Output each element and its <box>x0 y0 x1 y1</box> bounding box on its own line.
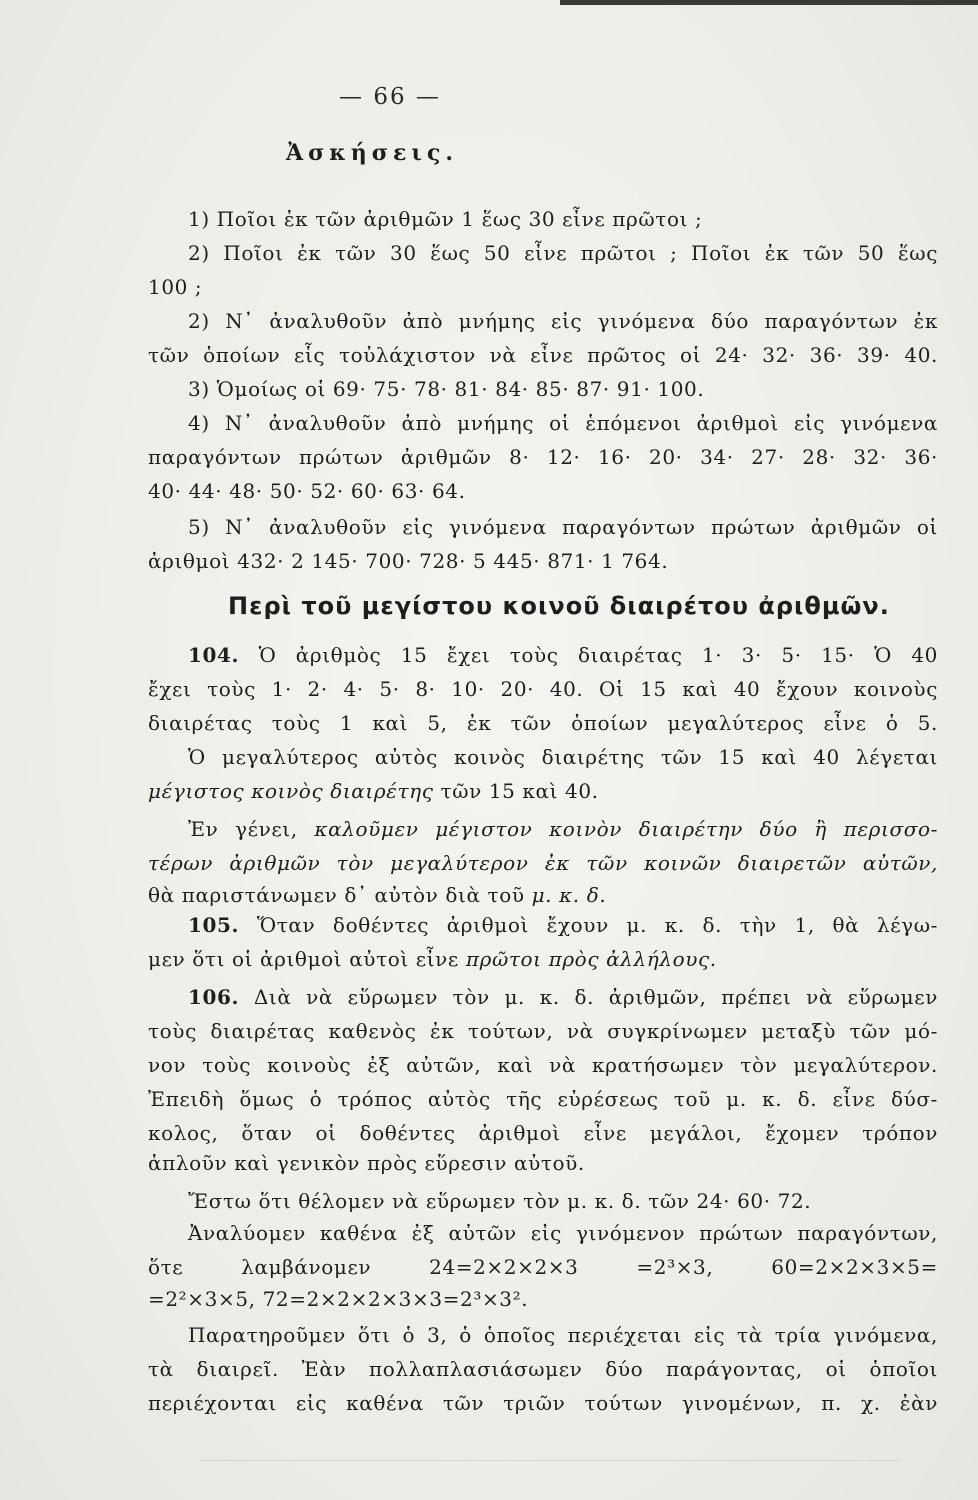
paragraph-106-line: Ἐπειδὴ ὅμως ὁ τρόπος αὐτὸς τῆς εὑρέσεως τοῦ μ. κ. δ. εἶνε δύσ- <box>148 1087 938 1111</box>
exercise-line: 3) Ὁμοίως οἱ 69· 75· 78· 81· 84· 85· 87· 91· 100. <box>188 377 705 401</box>
paragraph-106-line: ἁπλοῦν καὶ γενικὸν πρὸς εὕρεσιν αὐτοῦ. <box>148 1151 585 1175</box>
paragraph-105-line <box>148 942 938 976</box>
text-span: Ὅταν δοθέντες ἀριθμοὶ ἔχουν μ. κ. δ. τὴν 1, θὰ λέγω- <box>256 913 938 937</box>
text-span: θὰ παριστάνωμεν δ᾿ αὐτὸν διὰ τοῦ <box>148 883 532 907</box>
page-edge-shadow <box>560 0 978 5</box>
example-line: περιέχονται εἰς καθένα τῶν τριῶν τούτων γινομένων, π. χ. ἐὰν <box>148 1391 938 1415</box>
paragraph-106-line: τοὺς διαιρέτας καθενὸς ἐκ τούτων, νὰ συγκρίνωμεν μεταξὺ τῶν μό- <box>148 1019 938 1043</box>
exercises-heading: Ἀσκήσεις. <box>286 140 459 166</box>
text-span: Ὁ ἀριθμὸς 15 ἔχει τοὺς διαιρέτας 1· 3· 5· 15· Ὁ 40 <box>258 643 938 667</box>
paragraph-number: 104. <box>188 643 240 667</box>
exercise-line: ἀριθμοὶ 432· 2 145· 700· 728· 5 445· 871· 1 764. <box>148 549 669 573</box>
text-span: μεν ὅτι οἱ ἀριθμοὶ αὐτοὶ εἶνε <box>148 947 466 971</box>
exercise-line: 1) Ποῖοι ἐκ τῶν ἀριθμῶν 1 ἕως 30 εἶνε πρῶτοι ; <box>188 207 703 231</box>
section-title: Περὶ τοῦ μεγίστου κοινοῦ διαιρέτου ἀριθμῶν. <box>228 592 890 620</box>
exercise-line: 100 ; <box>148 275 203 299</box>
example-line: Παρατηροῦμεν ὅτι ὁ 3, ὁ ὁποῖος περιέχεται εἰς τὰ τρία γινόμενα, <box>188 1323 938 1347</box>
text-span: τῶν 15 καὶ 40. <box>433 779 599 803</box>
paragraph-number: 105. <box>188 913 240 937</box>
italic-term: πρῶτοι πρὸς ἀλλήλους. <box>465 947 717 971</box>
page-number: — 66 — <box>339 84 441 110</box>
text-span: Ἐν γένει, <box>188 817 315 841</box>
example-line: Ἔστω ὅτι θέλομεν νὰ εὕρωμεν τὸν μ. κ. δ. τῶν 24· 60· 72. <box>188 1189 812 1213</box>
paragraph-number: 106. <box>188 985 240 1009</box>
paragraph-104-line <box>188 638 938 672</box>
exercise-line: τῶν ὁποίων εἷς τοὐλάχιστον νὰ εἶνε πρῶτος οἱ 24· 32· 36· 39· 40. <box>148 343 938 367</box>
paragraph-106-line: κολος, ὅταν οἱ δοθέντες ἀριθμοὶ εἶνε μεγάλοι, ἔχομεν τρόπον <box>148 1121 938 1145</box>
exercise-line: 2) Ποῖοι ἐκ τῶν 30 ἕως 50 εἶνε πρῶτοι ; Ποῖοι ἐκ τῶν 50 ἕως <box>188 241 938 265</box>
paragraph-105-line <box>188 908 938 942</box>
exercise-line: 2) Ν᾿ ἀναλυθοῦν ἀπὸ μνήμης εἰς γινόμενα δύο παραγόντων ἐκ <box>188 309 938 333</box>
definition-line <box>148 878 938 912</box>
example-line: =2²×3×5, 72=2×2×2×3×3=2³×3². <box>148 1287 529 1311</box>
exercise-line: 5) Ν᾿ ἀναλυθοῦν εἰς γινόμενα παραγόντων πρώτων ἀριθμῶν οἱ <box>188 515 938 539</box>
italic-definition: καλοῦμεν μέγιστον κοινὸν διαιρέτην δύο ἢ περισσο- <box>314 817 938 841</box>
exercise-line: 40· 44· 48· 50· 52· 60· 63· 64. <box>148 479 466 503</box>
bleed-through-rule <box>200 1460 900 1461</box>
paragraph-106-line: νον τοὺς κοινοὺς ἐξ αὐτῶν, καὶ νὰ κρατήσωμεν τὸν μεγαλύτερον. <box>148 1053 938 1077</box>
paragraph-106-line <box>188 980 938 1014</box>
paragraph-104-line: διαιρέτας τοὺς 1 καὶ 5, ἐκ τῶν ὁποίων μεγαλύτερος εἶνε ὁ 5. <box>148 711 938 735</box>
paragraph-104-line: ἔχει τοὺς 1· 2· 4· 5· 8· 10· 20· 40. Οἱ 15 καὶ 40 ἔχουν κοινοὺς <box>148 677 938 701</box>
paragraph-104-line: Ὁ μεγαλύτερος αὐτὸς κοινὸς διαιρέτης τῶν 15 καὶ 40 λέγεται <box>188 745 938 769</box>
italic-term: μέγιστος κοινὸς διαιρέτης <box>148 779 434 803</box>
paragraph-104-line <box>148 774 938 808</box>
italic-abbrev: μ. κ. δ. <box>531 883 607 907</box>
example-line: τὰ διαιρεῖ. Ἐὰν πολλαπλασιάσωμεν δύο παράγοντας, οἱ ὁποῖοι <box>148 1357 938 1381</box>
example-line: ὅτε λαμβάνομεν 24=2×2×2×3 =2³×3, 60=2×2×3×5= <box>148 1255 938 1279</box>
text-span: Διὰ νὰ εὕρωμεν τὸν μ. κ. δ. ἀριθμῶν, πρέπει νὰ εὕρωμεν <box>253 985 938 1009</box>
definition-line: τέρων ἀριθμῶν τὸν μεγαλύτερον ἐκ τῶν κοινῶν διαιρετῶν αὐτῶν, <box>148 851 938 875</box>
definition-line <box>188 812 938 846</box>
exercise-line: 4) Ν᾿ ἀναλυθοῦν ἀπὸ μνήμης οἱ ἑπόμενοι ἀριθμοὶ εἰς γινόμενα <box>188 411 938 435</box>
exercise-line: παραγόντων πρώτων ἀριθμῶν 8· 12· 16· 20· 34· 27· 28· 32· 36· <box>148 445 938 469</box>
example-line: Ἀναλύομεν καθένα ἐξ αὐτῶν εἰς γινόμενον πρώτων παραγόντων, <box>188 1221 938 1245</box>
